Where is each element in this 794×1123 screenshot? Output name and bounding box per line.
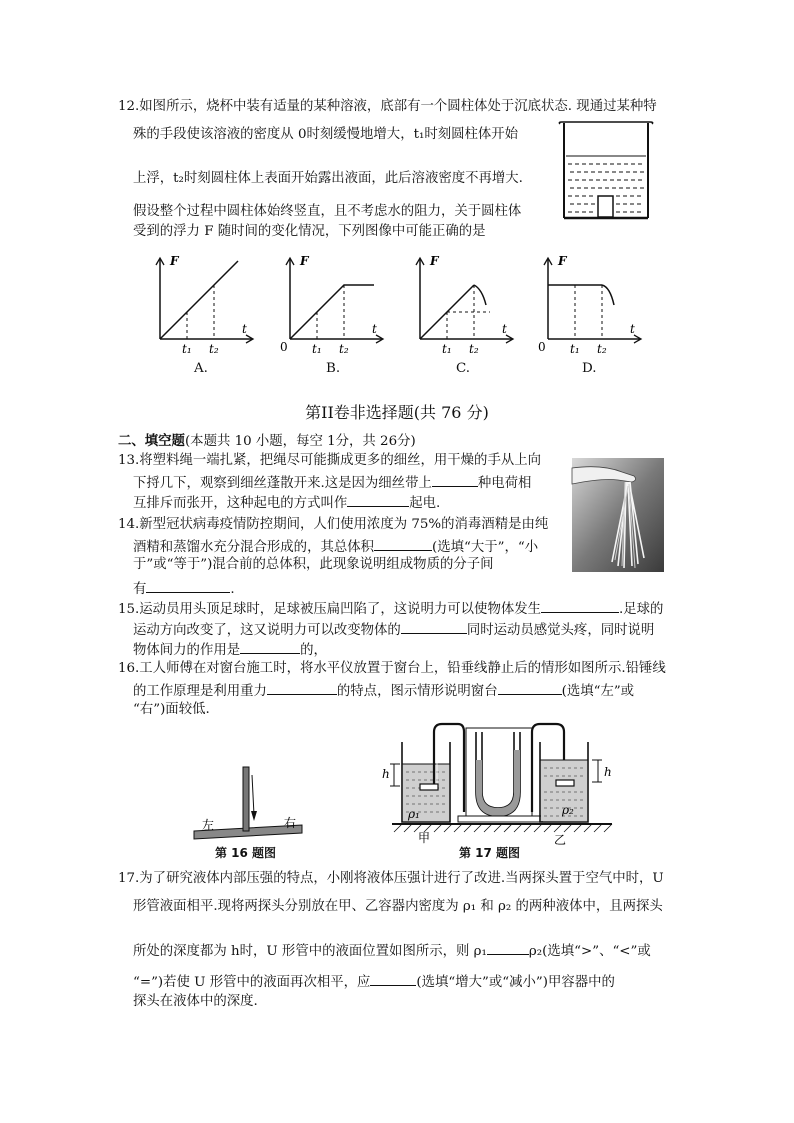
q17-h-left: h — [382, 767, 390, 781]
q17-yi: 乙 — [554, 833, 567, 847]
graph-a-t2: t₂ — [209, 342, 219, 356]
q15-text-2b: 同时运动员感觉头疼，同时说明 — [466, 623, 655, 638]
q14-line-4 — [133, 578, 235, 599]
q13-photo — [572, 458, 664, 572]
graph-b-y-label: F — [300, 254, 309, 268]
q12-line-3: 上浮，t₂时刻圆柱体上表面开始露出液面，此后溶液密度不再增大. — [133, 171, 523, 186]
q16-left-label: 左 — [202, 818, 215, 832]
q15-line-2 — [133, 619, 654, 640]
graph-a-t1: t₁ — [182, 342, 192, 356]
beaker-figure — [556, 120, 656, 228]
q13-line-1: 13.将塑料绳一端扎紧，把绳尽可能撕成更多的细丝，用干燥的手从上向 — [118, 453, 542, 468]
q13-text-2b: 种电荷相 — [477, 476, 532, 491]
q16-text-2b: 的特点，图示情形说明窗台 — [336, 684, 498, 699]
q16-blank-2[interactable] — [498, 680, 562, 695]
section-heading-rest: (本题共 10 小题，每空 1分，共 26分) — [184, 434, 416, 449]
q16-caption: 第 16 题图 — [215, 846, 277, 860]
q13-text-2a: 下捋几下，观察到细丝蓬散开来.这是因为细丝带上 — [133, 476, 432, 491]
q17-caption: 第 17 题图 — [459, 846, 521, 860]
q12-line-4: 假设整个过程中圆柱体始终竖直，且不考虑水的阻力，关于圆柱体 — [133, 204, 522, 219]
q14-line-3: 于”或“等于”)混合前的总体积，此现象说明组成物质的分子间 — [133, 557, 494, 572]
q17-line-5: 探头在液体中的深度. — [133, 994, 258, 1009]
q16-line-2 — [133, 680, 634, 701]
q12-line-5: 受到的浮力 F 随时间的变化情况，下列图像中可能正确的是 — [133, 224, 486, 239]
q14-text-4b: . — [230, 582, 235, 597]
option-a[interactable]: A. — [194, 361, 208, 376]
graph-a-y-label: F — [170, 254, 179, 268]
q15-line-1 — [118, 598, 663, 619]
q17-line-1: 17.为了研究液体内部压强的特点，小刚将液体压强计进行了改进.当两探头置于空气中时，U — [118, 871, 664, 886]
q17-text-4b: (选填“增大”或“减小”)甲容器中的 — [416, 975, 615, 990]
q16-line-1: 16.工人师傅在对窗台施工时，将水平仪放置于窗台上，铅垂线静止后的情形如图所示.铅锤线 — [118, 661, 666, 676]
q17-rho1: ρ₁ — [408, 807, 420, 821]
graph-b-t2: t₂ — [339, 342, 349, 356]
q13-blank-2[interactable] — [347, 492, 409, 507]
graph-d-x-label: t — [630, 322, 635, 336]
graph-b — [280, 255, 390, 355]
q15-text-3a: 物体间力的作用是 — [133, 643, 241, 658]
q17-rho2: ρ₂ — [562, 803, 574, 817]
q17-line-4 — [133, 971, 615, 992]
q17-line-3 — [133, 940, 651, 961]
q16-right-label: 右 — [284, 816, 297, 830]
graph-b-t1: t₁ — [312, 342, 322, 356]
q14-text-4a: 有 — [133, 582, 147, 597]
q17-pressure-figure — [380, 720, 620, 845]
q13-text-3b: 起电. — [409, 496, 441, 511]
section-heading-bold: 二、填空题 — [118, 433, 185, 449]
q14-blank-2[interactable] — [146, 578, 230, 593]
q17-text-3b: ρ₂(选填“>”、“<”或 — [528, 944, 651, 959]
option-b[interactable]: B. — [326, 361, 341, 376]
graph-d-t1: t₁ — [570, 342, 580, 356]
q16-text-2c: (选填“左”或 — [561, 684, 635, 699]
q17-text-3a: 所处的深度都为 h时，U 形管中的液面位置如图所示，则 ρ₁ — [133, 944, 487, 959]
graph-d-y-label: F — [558, 254, 567, 268]
graph-d — [538, 255, 648, 355]
graph-c-y-label: F — [430, 254, 439, 268]
q15-text-2a: 运动方向改变了，这又说明力可以改变物体的 — [133, 623, 401, 638]
q17-blank-1[interactable] — [487, 940, 529, 955]
q14-line-1: 14.新型冠状病毒疫情防控期间，人们使用浓度为 75%的消毒酒精是由纯 — [118, 517, 549, 532]
q17-jia: 甲 — [418, 831, 431, 845]
q14-line-2 — [133, 536, 538, 557]
q17-h-right: h — [604, 765, 612, 779]
q12-line-2: 殊的手段使该溶液的密度从 0时刻缓慢地增大，t₁时刻圆柱体开始 — [133, 127, 519, 142]
q16-line-3: “右”)面较低. — [133, 702, 210, 717]
q15-blank-1[interactable] — [541, 598, 619, 613]
q15-text-3b: 的， — [300, 643, 327, 658]
graph-c-t1: t₁ — [442, 342, 452, 356]
q13-blank-1[interactable] — [432, 472, 478, 487]
q15-blank-3[interactable] — [240, 639, 300, 654]
graph-a-x-label: t — [242, 322, 247, 336]
option-c[interactable]: C. — [456, 361, 471, 376]
graph-b-origin: 0 — [280, 340, 288, 354]
q17-blank-2[interactable] — [370, 971, 416, 986]
q15-text-1a: 15.运动员用头顶足球时，足球被压扁凹陷了，这说明力可以使物体发生 — [118, 602, 542, 617]
graph-d-t2: t₂ — [597, 342, 607, 356]
q16-level-figure — [190, 765, 310, 845]
q16-blank-1[interactable] — [267, 680, 337, 695]
q13-line-3 — [133, 492, 440, 513]
q15-line-3 — [133, 639, 327, 660]
q15-text-1b: .足球的 — [619, 602, 664, 617]
graph-c — [410, 255, 520, 355]
q14-text-2b: (选填“大于”，“小 — [432, 540, 539, 555]
q13-line-2 — [133, 472, 531, 493]
q14-text-2a: 酒精和蒸馏水充分混合形成的，其总体积 — [133, 540, 375, 555]
q17-text-4a: “=”)若使 U 形管中的液面再次相平，应 — [133, 975, 371, 990]
option-d[interactable]: D. — [582, 361, 597, 376]
graph-a — [150, 255, 260, 355]
q13-text-3a: 互排斥而张开，这种起电的方式叫作 — [133, 496, 348, 511]
q12-line-1: 12.如图所示，烧杯中装有适量的某种溶液，底部有一个圆柱体处于沉底状态. 现通过某种特 — [118, 99, 657, 114]
q15-blank-2[interactable] — [401, 619, 467, 634]
graph-c-x-label: t — [502, 322, 507, 336]
graph-d-origin: 0 — [538, 340, 546, 354]
section-heading — [118, 432, 416, 451]
q17-line-2: 形管液面相平.现将两探头分别放在甲、乙容器内密度为 ρ₁ 和 ρ₂ 的两种液体中，且两探头 — [133, 899, 663, 914]
graph-c-t2: t₂ — [469, 342, 479, 356]
q16-text-2a: 的工作原理是利用重力 — [133, 684, 267, 699]
q14-blank-1[interactable] — [374, 536, 432, 551]
section-title: 第II卷非选择题(共 76 分) — [305, 403, 489, 422]
graph-b-x-label: t — [372, 322, 377, 336]
